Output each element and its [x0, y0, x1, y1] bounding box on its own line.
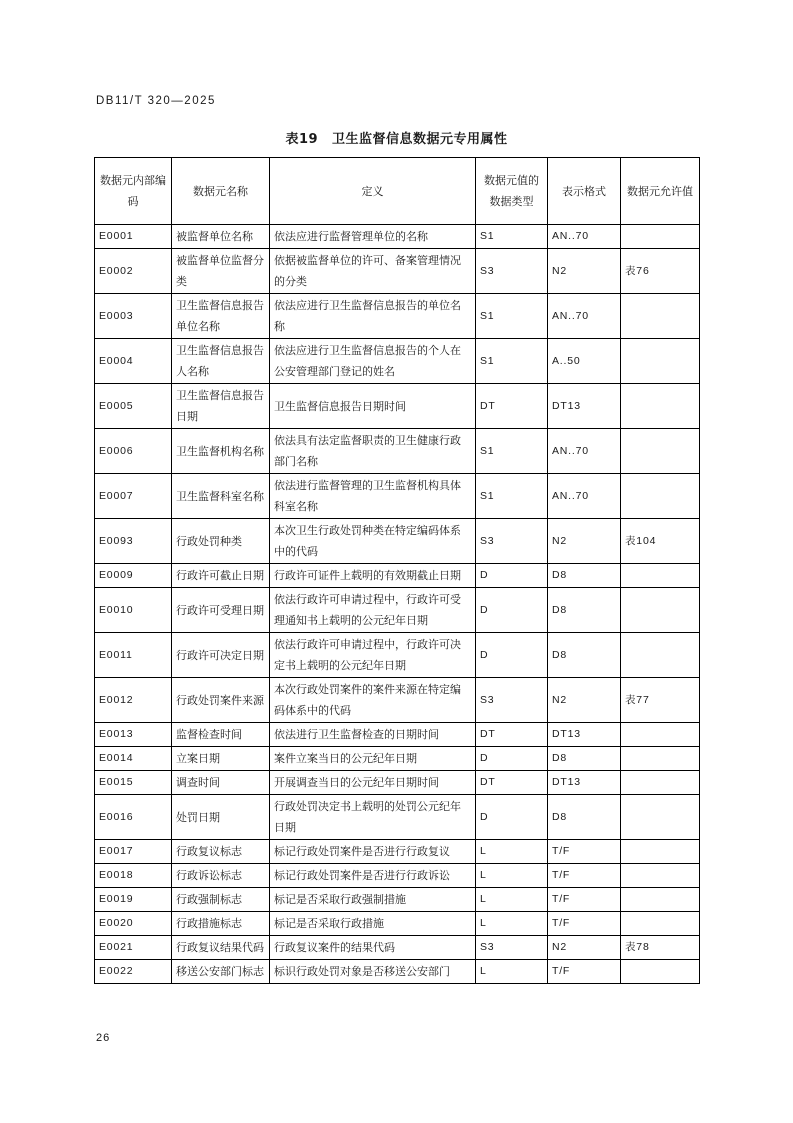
table-row: [95, 936, 700, 960]
cell-allowed-values: [621, 564, 700, 588]
cell-format: D8: [548, 564, 621, 588]
cell-allowed-values: [621, 588, 700, 633]
cell-allowed-values: [621, 912, 700, 936]
cell-definition: 标记是否采取行政强制措施: [270, 888, 476, 912]
header-allowed-values: 数据元允许值: [621, 158, 700, 225]
cell-format: D8: [548, 633, 621, 678]
cell-element-name: 行政强制标志: [172, 888, 270, 912]
cell-element-name: 行政措施标志: [172, 912, 270, 936]
cell-data-type: S1: [476, 339, 548, 384]
table-row: [95, 294, 700, 339]
cell-element-name: 行政处罚种类: [172, 519, 270, 564]
cell-data-type: S1: [476, 474, 548, 519]
cell-allowed-values: [621, 474, 700, 519]
cell-internal-code: E0011: [95, 633, 172, 678]
cell-internal-code: E0019: [95, 888, 172, 912]
cell-definition: 行政许可证件上载明的有效期截止日期: [270, 564, 476, 588]
table-row: [95, 840, 700, 864]
cell-element-name: 行政复议标志: [172, 840, 270, 864]
cell-data-type: S3: [476, 678, 548, 723]
cell-definition: 卫生监督信息报告日期时间: [270, 384, 476, 429]
cell-format: D8: [548, 795, 621, 840]
cell-element-name: 卫生监督机构名称: [172, 429, 270, 474]
cell-data-type: DT: [476, 771, 548, 795]
cell-element-name: 处罚日期: [172, 795, 270, 840]
cell-definition: 依法行政许可申请过程中，行政许可受理通知书上载明的公元纪年日期: [270, 588, 476, 633]
table-title: [0, 128, 793, 147]
cell-allowed-values: [621, 747, 700, 771]
cell-data-type: L: [476, 840, 548, 864]
cell-allowed-values: [621, 723, 700, 747]
cell-allowed-values: 表78: [621, 936, 700, 960]
cell-element-name: 卫生监督信息报告日期: [172, 384, 270, 429]
cell-definition: 标记行政处罚案件是否进行行政诉讼: [270, 864, 476, 888]
cell-allowed-values: [621, 633, 700, 678]
table-row: [95, 519, 700, 564]
cell-element-name: 卫生监督科室名称: [172, 474, 270, 519]
cell-element-name: 行政许可决定日期: [172, 633, 270, 678]
table-row: [95, 960, 700, 984]
cell-data-type: L: [476, 888, 548, 912]
cell-allowed-values: 表104: [621, 519, 700, 564]
cell-element-name: 卫生监督信息报告人名称: [172, 339, 270, 384]
cell-allowed-values: [621, 384, 700, 429]
cell-format: T/F: [548, 912, 621, 936]
cell-format: DT13: [548, 384, 621, 429]
cell-allowed-values: 表77: [621, 678, 700, 723]
cell-format: AN..70: [548, 294, 621, 339]
cell-internal-code: E0003: [95, 294, 172, 339]
document-code: DB11/T 320—2025: [96, 95, 216, 107]
table-row: [95, 474, 700, 519]
cell-allowed-values: [621, 339, 700, 384]
cell-internal-code: E0012: [95, 678, 172, 723]
cell-definition: 依据被监督单位的许可、备案管理情况的分类: [270, 249, 476, 294]
table-row: [95, 339, 700, 384]
header-format: 表示格式: [548, 158, 621, 225]
table-row: [95, 384, 700, 429]
cell-allowed-values: [621, 840, 700, 864]
cell-format: T/F: [548, 840, 621, 864]
cell-internal-code: E0001: [95, 225, 172, 249]
header-element-name: 数据元名称: [172, 158, 270, 225]
cell-format: N2: [548, 678, 621, 723]
cell-format: DT13: [548, 723, 621, 747]
cell-data-type: D: [476, 564, 548, 588]
table-row: [95, 747, 700, 771]
cell-definition: 行政处罚决定书上载明的处罚公元纪年日期: [270, 795, 476, 840]
cell-definition: 标记行政处罚案件是否进行行政复议: [270, 840, 476, 864]
table-row: [95, 225, 700, 249]
table-row: [95, 723, 700, 747]
cell-data-type: D: [476, 588, 548, 633]
cell-data-type: S3: [476, 249, 548, 294]
cell-internal-code: E0014: [95, 747, 172, 771]
data-element-table: [94, 157, 700, 984]
cell-format: T/F: [548, 864, 621, 888]
cell-definition: 本次卫生行政处罚种类在特定编码体系中的代码: [270, 519, 476, 564]
table-header: [95, 158, 700, 225]
cell-definition: 依法进行监督管理的卫生监督机构具体科室名称: [270, 474, 476, 519]
cell-definition: 依法具有法定监督职责的卫生健康行政部门名称: [270, 429, 476, 474]
table-row: [95, 429, 700, 474]
cell-data-type: S1: [476, 225, 548, 249]
cell-internal-code: E0005: [95, 384, 172, 429]
cell-data-type: S3: [476, 936, 548, 960]
cell-element-name: 监督检查时间: [172, 723, 270, 747]
cell-data-type: DT: [476, 384, 548, 429]
cell-data-type: S1: [476, 429, 548, 474]
table-row: [95, 888, 700, 912]
table-row: [95, 564, 700, 588]
cell-format: D8: [548, 588, 621, 633]
cell-internal-code: E0020: [95, 912, 172, 936]
cell-definition: 标记是否采取行政措施: [270, 912, 476, 936]
cell-definition: 依法应进行卫生监督信息报告的个人在公安管理部门登记的姓名: [270, 339, 476, 384]
cell-element-name: 被监督单位监督分类: [172, 249, 270, 294]
cell-format: T/F: [548, 960, 621, 984]
cell-format: N2: [548, 936, 621, 960]
table-row: [95, 795, 700, 840]
cell-internal-code: E0004: [95, 339, 172, 384]
header-definition: 定义: [270, 158, 476, 225]
cell-allowed-values: [621, 225, 700, 249]
cell-format: A..50: [548, 339, 621, 384]
cell-definition: 依法应进行监督管理单位的名称: [270, 225, 476, 249]
cell-element-name: 行政处罚案件来源: [172, 678, 270, 723]
cell-internal-code: E0002: [95, 249, 172, 294]
cell-allowed-values: [621, 888, 700, 912]
cell-element-name: 被监督单位名称: [172, 225, 270, 249]
cell-definition: 开展调查当日的公元纪年日期时间: [270, 771, 476, 795]
table-row: [95, 678, 700, 723]
table-header-row: [95, 158, 700, 225]
cell-element-name: 行政复议结果代码: [172, 936, 270, 960]
cell-data-type: DT: [476, 723, 548, 747]
cell-definition: 依法进行卫生监督检查的日期时间: [270, 723, 476, 747]
cell-data-type: D: [476, 795, 548, 840]
cell-format: AN..70: [548, 225, 621, 249]
cell-internal-code: E0093: [95, 519, 172, 564]
cell-element-name: 行政诉讼标志: [172, 864, 270, 888]
cell-definition: 依法行政许可申请过程中，行政许可决定书上载明的公元纪年日期: [270, 633, 476, 678]
cell-internal-code: E0017: [95, 840, 172, 864]
cell-allowed-values: 表76: [621, 249, 700, 294]
table-number: 表19: [285, 132, 319, 147]
cell-definition: 本次行政处罚案件的案件来源在特定编码体系中的代码: [270, 678, 476, 723]
cell-allowed-values: [621, 795, 700, 840]
cell-internal-code: E0013: [95, 723, 172, 747]
cell-internal-code: E0018: [95, 864, 172, 888]
cell-data-type: L: [476, 864, 548, 888]
cell-data-type: L: [476, 912, 548, 936]
page-number: 26: [96, 1032, 111, 1044]
cell-element-name: 行政许可截止日期: [172, 564, 270, 588]
cell-internal-code: E0022: [95, 960, 172, 984]
cell-format: AN..70: [548, 474, 621, 519]
cell-data-type: S1: [476, 294, 548, 339]
header-data-type: 数据元值的数据类型: [476, 158, 548, 225]
cell-element-name: 立案日期: [172, 747, 270, 771]
table-row: [95, 249, 700, 294]
cell-allowed-values: [621, 429, 700, 474]
cell-internal-code: E0016: [95, 795, 172, 840]
cell-format: D8: [548, 747, 621, 771]
header-internal-code: 数据元内部编码: [95, 158, 172, 225]
table-row: [95, 771, 700, 795]
table-row: [95, 633, 700, 678]
cell-internal-code: E0006: [95, 429, 172, 474]
cell-internal-code: E0021: [95, 936, 172, 960]
cell-definition: 行政复议案件的结果代码: [270, 936, 476, 960]
cell-definition: 案件立案当日的公元纪年日期: [270, 747, 476, 771]
cell-internal-code: E0007: [95, 474, 172, 519]
cell-format: AN..70: [548, 429, 621, 474]
cell-definition: 依法应进行卫生监督信息报告的单位名称: [270, 294, 476, 339]
cell-allowed-values: [621, 771, 700, 795]
table-title-text: 卫生监督信息数据元专用属性: [332, 132, 508, 147]
cell-format: N2: [548, 519, 621, 564]
cell-internal-code: E0009: [95, 564, 172, 588]
table-row: [95, 864, 700, 888]
cell-internal-code: E0010: [95, 588, 172, 633]
cell-element-name: 调查时间: [172, 771, 270, 795]
cell-allowed-values: [621, 960, 700, 984]
cell-internal-code: E0015: [95, 771, 172, 795]
table-body: [95, 225, 700, 984]
cell-data-type: D: [476, 633, 548, 678]
cell-format: N2: [548, 249, 621, 294]
cell-allowed-values: [621, 294, 700, 339]
cell-data-type: D: [476, 747, 548, 771]
cell-element-name: 移送公安部门标志: [172, 960, 270, 984]
cell-element-name: 卫生监督信息报告单位名称: [172, 294, 270, 339]
cell-element-name: 行政许可受理日期: [172, 588, 270, 633]
table-row: [95, 912, 700, 936]
cell-data-type: L: [476, 960, 548, 984]
cell-allowed-values: [621, 864, 700, 888]
table-row: [95, 588, 700, 633]
cell-definition: 标识行政处罚对象是否移送公安部门: [270, 960, 476, 984]
cell-format: T/F: [548, 888, 621, 912]
cell-format: DT13: [548, 771, 621, 795]
cell-data-type: S3: [476, 519, 548, 564]
